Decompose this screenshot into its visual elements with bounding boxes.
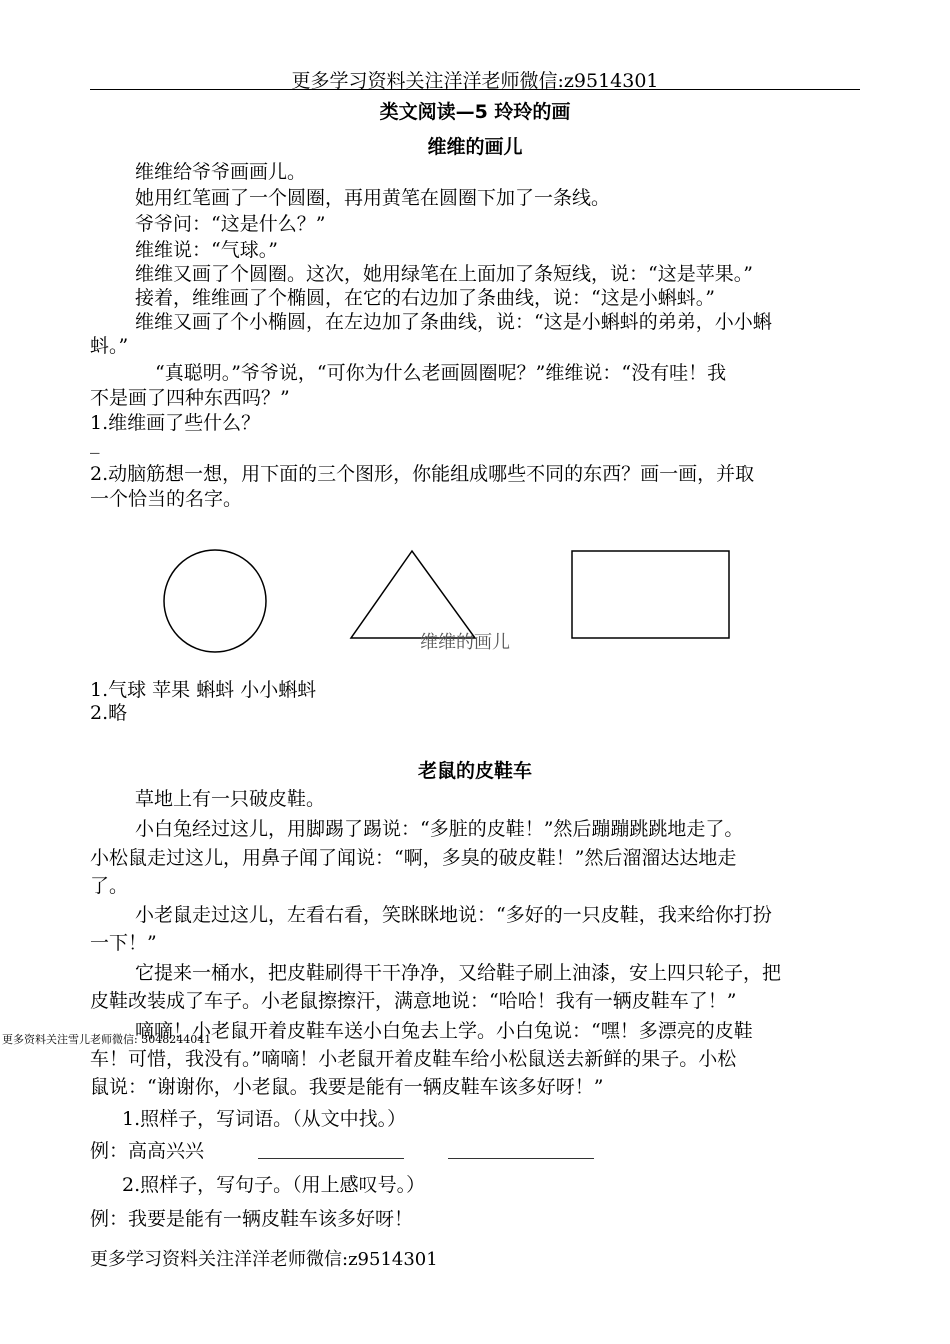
story2-line: 小白兔经过这儿，用脚踢了踢说：“多脏的皮鞋！”然后蹦蹦跳跳地走了。 xyxy=(135,818,744,840)
story2-line: 它提来一桶水，把皮鞋刷得干干净净，又给鞋子刷上油漆，安上四只轮子，把 xyxy=(135,962,782,984)
answer-1: 1.气球 苹果 蝌蚪 小小蝌蚪 xyxy=(90,679,317,701)
answer-blank-1[interactable] xyxy=(258,1158,404,1159)
story2-line: 小松鼠走过这儿，用鼻子闻了闻说：“啊，多臭的破皮鞋！”然后溜溜达达地走 xyxy=(90,847,737,869)
story1-line: 维维给爷爷画画儿。 xyxy=(135,161,307,183)
rectangle-shape xyxy=(572,551,729,638)
story1-line: 维维又画了个圆圈。这次，她用绿笔在上面加了条短线，说：“这是苹果。” xyxy=(135,263,753,285)
overlapping-title-text: 维维的画儿 xyxy=(420,632,510,653)
story1-question-1: 1.维维画了些什么？ xyxy=(90,412,261,434)
story2-question-1: 1.照样子，写词语。（从文中找。） xyxy=(122,1108,407,1130)
story2-question-2: 2.照样子，写句子。（用上感叹号。） xyxy=(122,1174,426,1196)
story2-line: 车！可惜，我没有。”嘀嘀！小老鼠开着皮鞋车给小松鼠送去新鲜的果子。小松 xyxy=(90,1048,737,1070)
story2-line: 皮鞋改装成了车子。小老鼠擦擦汗，满意地说：“哈哈！我有一辆皮鞋车了！” xyxy=(90,990,737,1012)
page-header: 更多学习资料关注洋洋老师微信:z9514301 xyxy=(291,70,659,92)
story2-example-1: 例：高高兴兴 xyxy=(90,1140,205,1162)
story1-line: 接着，维维画了个椭圆，在它的右边加了条曲线，说：“这是小蝌蚪。” xyxy=(135,287,715,309)
story1-line: 蚪。” xyxy=(90,335,129,357)
story1-line: 爷爷问：“这是什么？” xyxy=(135,213,326,235)
story2-line: 嘀嘀！小老鼠开着皮鞋车送小白兔去上学。小白兔说：“嘿！多漂亮的皮鞋 xyxy=(135,1020,753,1042)
story1-line: 维维说：“气球。” xyxy=(135,239,278,261)
story1-line: 不是画了四种东西吗？” xyxy=(90,387,290,409)
story2-line: 一下！” xyxy=(90,932,157,954)
story2-line: 鼠说：“谢谢你，小老鼠。我要是能有一辆皮鞋车该多好呀！” xyxy=(90,1076,604,1098)
watermark-text: 更多资料关注雪儿老师微信: 3048244041 xyxy=(2,1033,212,1046)
story1-title: 维维的画儿 xyxy=(427,136,523,158)
story1-line: 维维又画了个小椭圆，在左边加了条曲线，说：“这是小蝌蚪的弟弟，小小蝌 xyxy=(135,311,772,333)
triangle-shape xyxy=(351,551,475,638)
story1-line: 她用红笔画了一个圆圈，再用黄笔在圆圈下加了一条线。 xyxy=(135,187,611,209)
answer-2: 2.略 xyxy=(90,702,128,724)
story2-line: 小老鼠走过这儿，左看右看，笑眯眯地说：“多好的一只皮鞋，我来给你打扮 xyxy=(135,904,772,926)
story1-question-2-cont: 一个恰当的名字。 xyxy=(90,488,243,510)
story1-line: “真聪明。”爷爷说，“可你为什么老画圆圈呢？”维维说：“没有哇！我 xyxy=(155,362,727,384)
circle-shape xyxy=(164,550,266,652)
story2-line: 了。 xyxy=(90,875,129,897)
story1-question-2: 2.动脑筋想一想，用下面的三个图形，你能组成哪些不同的东西？画一画，并取 xyxy=(90,463,755,485)
answer-mark: _ xyxy=(90,432,100,454)
answer-blank-2[interactable] xyxy=(448,1158,594,1159)
story2-line: 草地上有一只破皮鞋。 xyxy=(135,788,326,810)
page-footer: 更多学习资料关注洋洋老师微信:z9514301 xyxy=(90,1249,438,1270)
document-title: 类文阅读—5 玲玲的画 xyxy=(379,101,571,123)
story2-title: 老鼠的皮鞋车 xyxy=(417,760,532,782)
story2-example-2: 例：我要是能有一辆皮鞋车该多好呀！ xyxy=(90,1208,414,1230)
